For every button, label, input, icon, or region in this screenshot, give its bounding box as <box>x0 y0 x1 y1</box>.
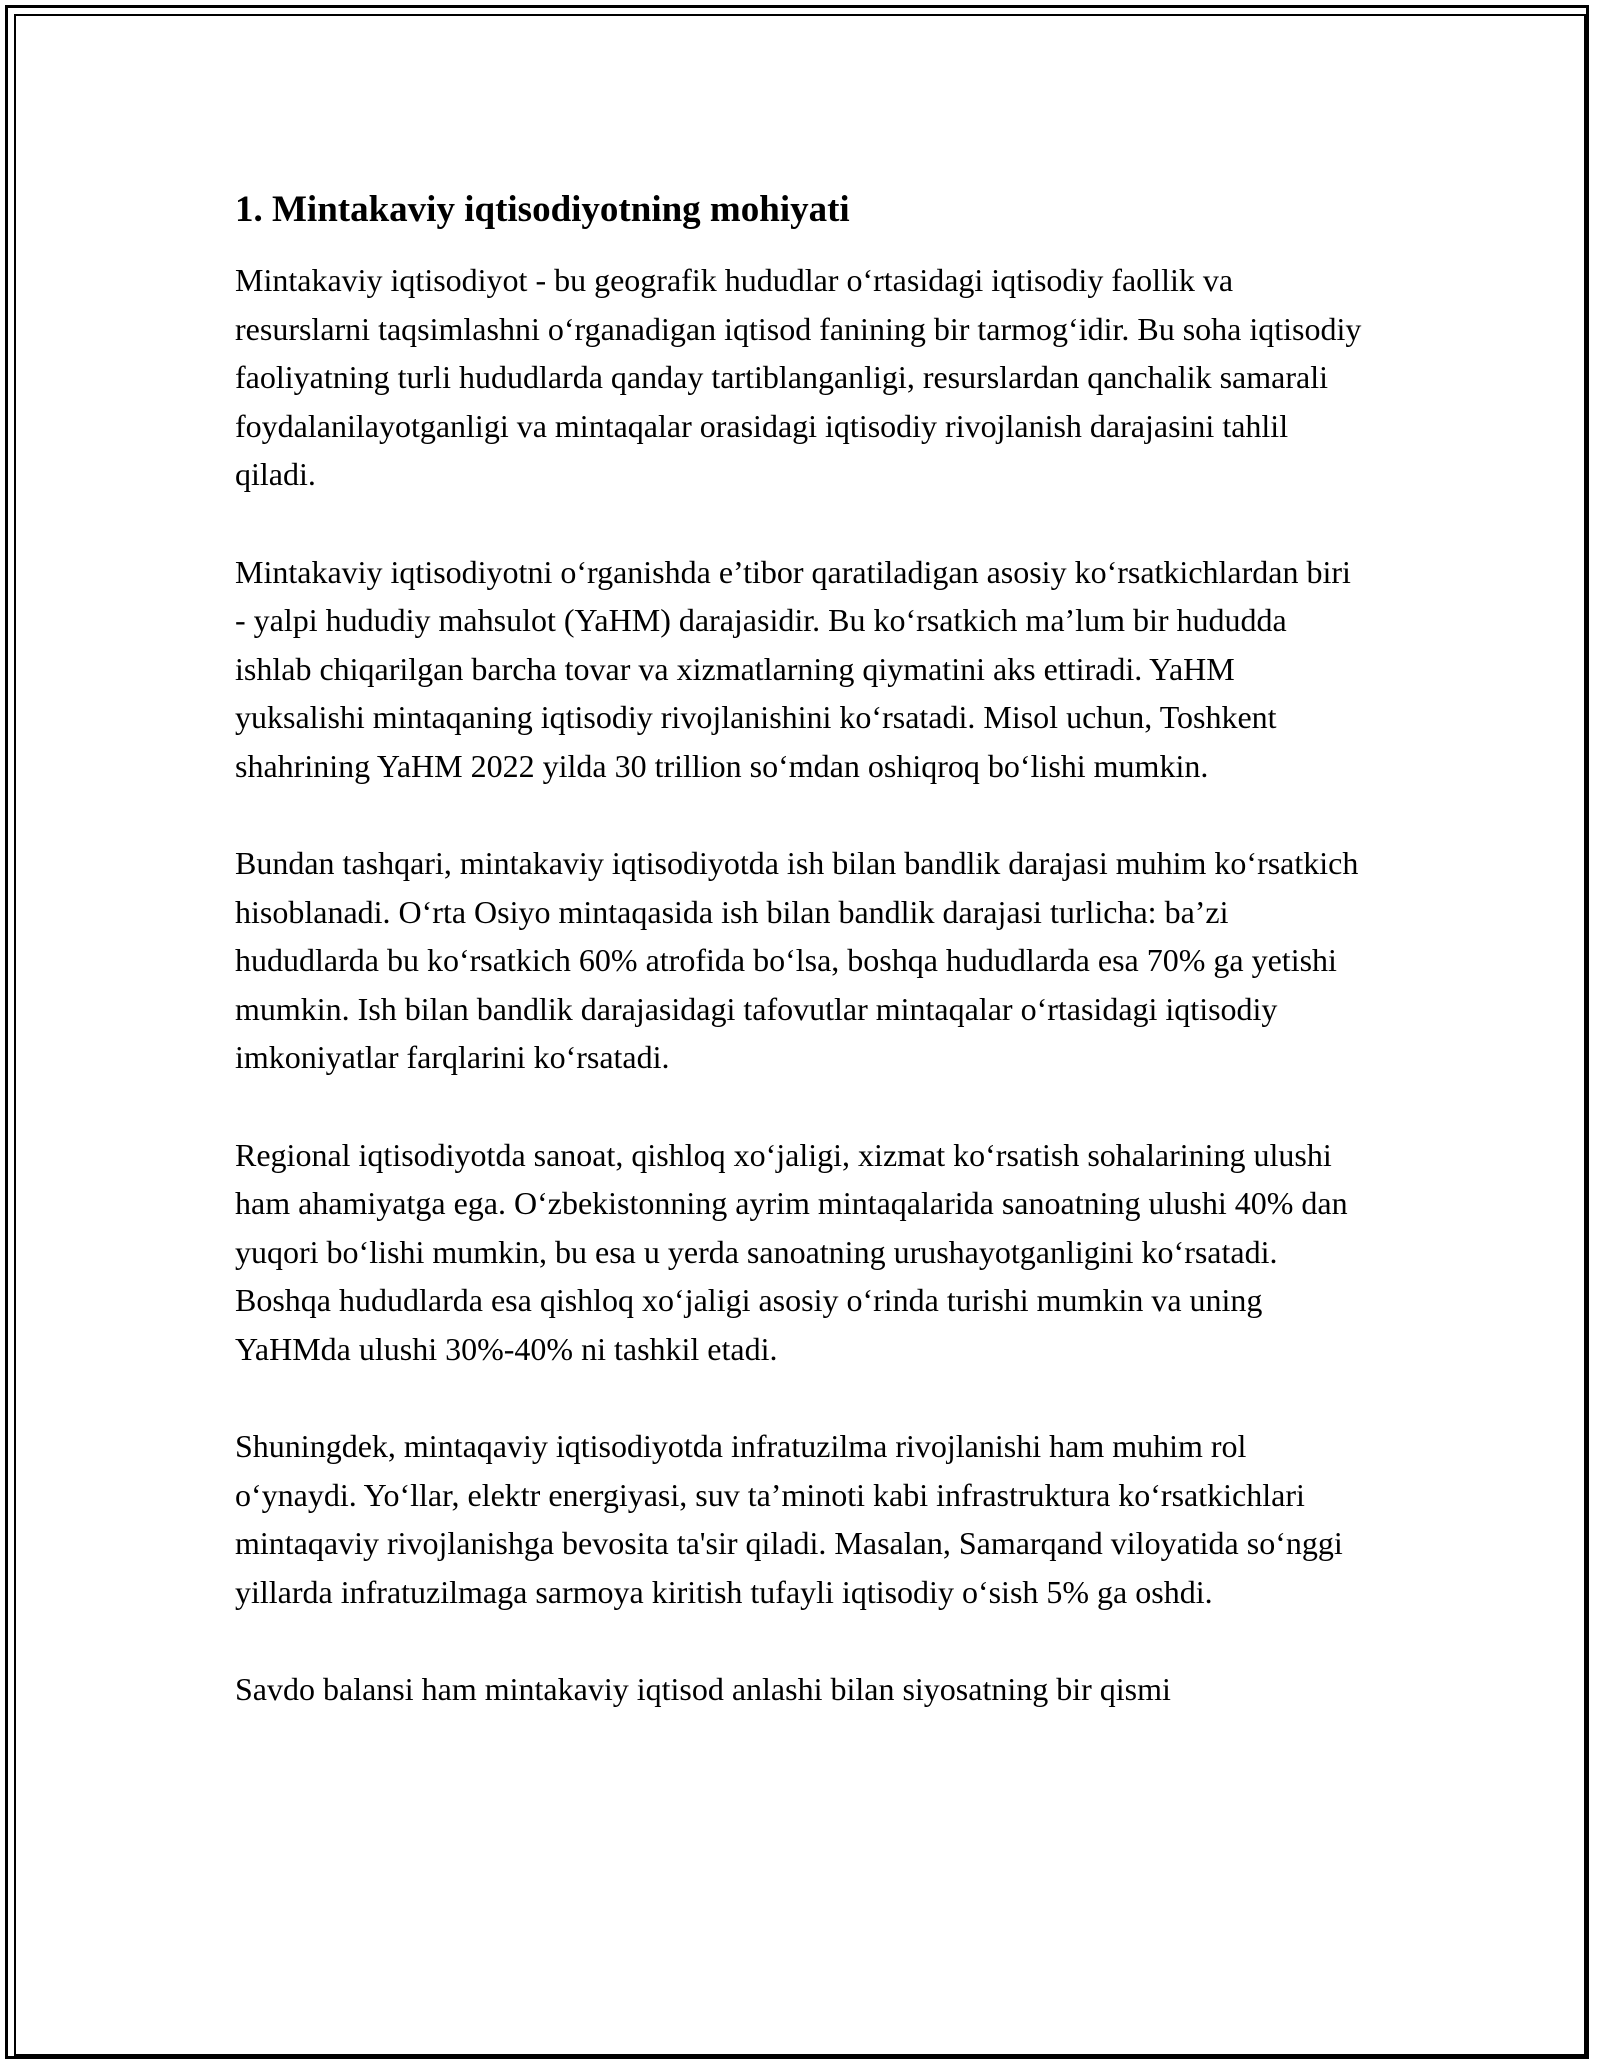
paragraph-4: Regional iqtisodiyotda sanoat, qishloq xo‘jaligi, xizmat ko‘rsatish sohalarining ulushi ham ahamiyatga ega. O‘zbekistonning ayrim mintaqalarida sanoatning ulushi 40% dan yuqori bo‘lishi mumkin, bu esa u yerda sanoatning urushayotganligini ko‘rsatadi. Boshqa hududlarda esa qishloq xo‘jaligi asosiy o‘rinda turishi mumkin va uning YaHMda ulushi 30%-40% ni tashkil etadi. <box>235 1136 1348 1367</box>
paragraph-3: Bundan tashqari, mintakaviy iqtisodiyotda ish bilan bandlik darajasi muhim ko‘rsatkich hisoblanadi. O‘rta Osiyo mintaqasida ish bilan bandlik darajasi turlicha: ba’zi hududlarda bu ko‘rsatkich 60% atrofida bo‘lsa, boshqa hududlarda esa 70% ga yetishi mumkin. Ish bilan bandlik darajasidagi tafovutlar mintaqalar o‘rtasidagi iqtisodiy imkoniyatlar farqlarini ko‘rsatadi. <box>235 845 1359 1075</box>
section-heading: 1. Mintakaviy iqtisodiyotning mohiyati <box>235 189 850 230</box>
paragraph-1: Mintakaviy iqtisodiyot - bu geografik hududlar o‘rtasidagi iqtisodiy faollik va resurslarni taqsimlashni o‘rganadigan iqtisod fanining bir tarmog‘idir. Bu soha iqtisodiy faoliyatning turli hududlarda qanday tartiblanganligi, resurslardan qanchalik samarali foydalanilayotganligi va mintaqalar orasidagi iqtisodiy rivojlanish darajasini tahlil qiladi. <box>235 262 1362 492</box>
paragraph-2: Mintakaviy iqtisodiyotni o‘rganishda e’tibor qaratiladigan asosiy ko‘rsatkichlardan biri - yalpi hududiy mahsulot (YaHM) darajasidir. Bu ko‘rsatkich ma’lum bir hududda ishlab chiqarilgan barcha tovar va xizmatlarning qiymatini aks ettiradi. YaHM yuksalishi mintaqaning iqtisodiy rivojlanishini ko‘rsatadi. Misol uchun, Toshkent shahrining YaHM 2022 yilda 30 trillion so‘mdan oshiqroq bo‘lishi mumkin. <box>235 553 1351 784</box>
paragraph-5: Shuningdek, mintaqaviy iqtisodiyotda infratuzilma rivojlanishi ham muhim rol o‘ynaydi. Yo‘llar, elektr energiyasi, suv ta’minoti kabi infrastruktura ko‘rsatkichlari mintaqaviy rivojlanishga bevosita ta'sir qiladi. Masalan, Samarqand viloyatida so‘nggi yillarda infratuzilmaga sarmoya kiritish tufayli iqtisodiy o‘sish 5% ga oshdi. <box>235 1428 1343 1610</box>
document-body <box>235 186 1365 1763</box>
paragraph-6: Savdo balansi ham mintakaviy iqtisod anlashi bilan siyosatning bir qismi <box>235 1671 1171 1707</box>
